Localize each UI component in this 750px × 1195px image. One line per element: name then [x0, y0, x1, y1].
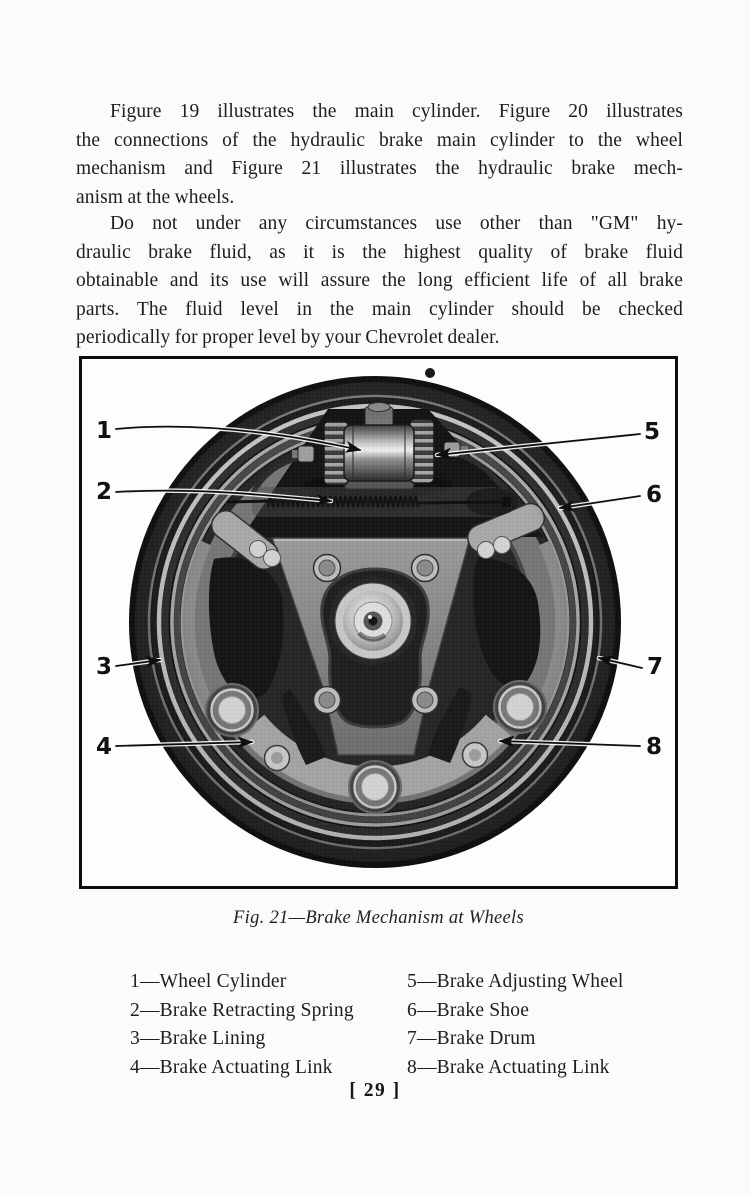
brake-mechanism-photo: [82, 359, 675, 886]
legend-item: 2—Brake Retracting Spring: [130, 999, 354, 1021]
callout-2-retracting-spring: 2: [95, 479, 113, 505]
legend-item: 3—Brake Lining: [130, 1028, 266, 1049]
legend-item: 5—Brake Adjusting Wheel: [407, 971, 624, 992]
callout-5-adjusting-wheel: 5: [643, 419, 661, 445]
intro-paragraph: [76, 98, 683, 212]
warning-line: periodically for proper level by your Chevrolet dealer.: [76, 327, 500, 349]
callout-1-wheel-cylinder: 1: [95, 418, 113, 444]
legend-item: 6—Brake Shoe: [407, 999, 530, 1021]
legend-item: 8—Brake Actuating Link: [407, 1056, 610, 1078]
fluid-warning-paragraph: [76, 210, 683, 353]
warning-line: parts. The fluid level in the main cylinder should be checked: [76, 298, 683, 320]
intro-line: the connections of the hydraulic brake main cylinder to the wheel: [76, 129, 683, 151]
legend-item: 4—Brake Actuating Link: [130, 1056, 333, 1078]
warning-line: Do not under any circumstances use other than "GM" hy-: [110, 213, 683, 234]
warning-line: draulic brake fluid, as it is the highest quality of brake fluid: [76, 241, 683, 263]
warning-line: obtainable and its use will assure the long efficient life of all brake: [76, 270, 683, 292]
callout-8-actuating-link: 8: [645, 734, 663, 760]
legend-item: 7—Brake Drum: [407, 1028, 536, 1049]
callout-4-actuating-link: 4: [95, 734, 113, 760]
intro-line: anism at the wheels.: [76, 186, 235, 208]
callout-6-brake-shoe: 6: [645, 482, 663, 508]
page-number: [ 29 ]: [349, 1080, 401, 1101]
legend-item: 1—Wheel Cylinder: [130, 971, 287, 992]
figure-21-frame: [79, 356, 678, 889]
legend-column-right: [407, 968, 624, 1082]
callout-3-brake-lining: 3: [95, 654, 113, 680]
figure-caption: Fig. 21—Brake Mechanism at Wheels: [233, 908, 524, 928]
callout-7-brake-drum: 7: [646, 654, 664, 680]
intro-line: mechanism and Figure 21 illustrates the hydraulic brake mech-: [76, 158, 683, 180]
intro-line: Figure 19 illustrates the main cylinder. Figure 20 illustrates: [110, 101, 683, 122]
legend-column-left: [130, 968, 354, 1082]
